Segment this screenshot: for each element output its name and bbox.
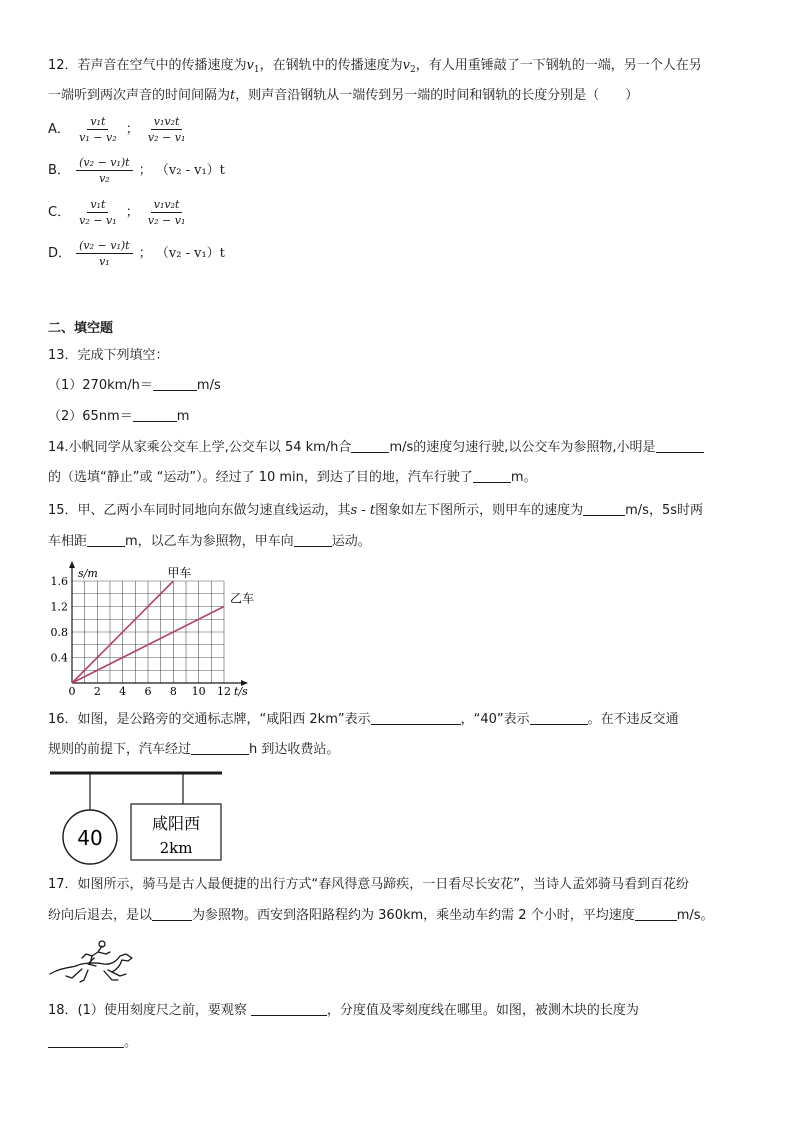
y-axis-label: s/m [78, 567, 98, 580]
q18-line2: 。 [48, 1034, 137, 1052]
s-t-chart [40, 560, 280, 705]
y-axis-arrow [69, 561, 75, 568]
q16-line1: 16．如图，是公路旁的交通标志牌，“咸阳西 2km”表示 ，“40”表示 。在不违反交通 [48, 712, 679, 727]
q17-line1: 17．如图所示，骑马是古人最便捷的出行方式“春风得意马蹄疾，一日看尽长安花”，当诗人孟郊骑马看到百花纷 [48, 877, 690, 892]
q13-stem: 13．完成下列填空： [48, 348, 169, 363]
fraction: $\frac{\text{(v₂ − v₁)t}}{\text{v₂}}$ [76, 156, 132, 185]
y-tick-label: 1.2 [50, 600, 68, 614]
distance-sign-distance: 2km [159, 839, 193, 857]
series-label: 乙车 [230, 591, 255, 606]
q14-line2: 的（选填“静止”或 “运动”）。经过了 10 min，到达了目的地，汽车行驶了 m。 [48, 470, 537, 485]
y-tick-label: 1.6 [50, 575, 68, 588]
answer-blank[interactable] [635, 907, 677, 921]
answer-blank[interactable] [133, 408, 177, 422]
answer-blank[interactable] [153, 377, 197, 391]
answer-blank[interactable] [371, 711, 461, 725]
q12-option-a: A． $\frac{\text{v₁t}}{\text{v₁ − v₂}}$ ； $\frac{\text{v₁v₂t}}{\text{v₂ − v₁}}$ [48, 115, 190, 144]
answer-blank[interactable] [152, 907, 192, 921]
answer-blank[interactable] [191, 741, 249, 755]
q16-line2: 规则的前提下，汽车经过 h 到达收费站。 [48, 742, 340, 757]
fraction: $\frac{\text{v₁t}}{\text{v₁ − v₂}}$ [79, 115, 117, 144]
x-tick-label: 12 [217, 685, 231, 698]
q15-line2: 车相距 m，以乙车为参照物，甲车向 运动。 [48, 534, 371, 549]
q12-option-c: C． $\frac{\text{v₁t}}{\text{v₂ − v₁}}$ ； $\frac{\text{v₁v₂t}}{\text{v₂ − v₁}}$ [48, 198, 190, 227]
traffic-sign-figure [48, 768, 228, 868]
x-axis-label: t/s [234, 685, 248, 698]
series-label: 甲车 [167, 566, 192, 580]
q12-line2: 一端听到两次声音的时间间隔为t，则声音沿钢轨从一端传到另一端的时间和钢轨的长度分别是（ ） [48, 88, 639, 103]
q14-line1: 14.小帆同学从家乘公交车上学,公交车以 54 km/h合 m/s的速度匀速行驶,以公交车为参照物,小明是 [48, 439, 704, 457]
answer-blank[interactable] [87, 533, 125, 547]
q12-option-b: B． $\frac{\text{(v₂ − v₁)t}}{\text{v₂}}$ ； （v₂ - v₁）t [48, 156, 225, 185]
answer-blank[interactable] [351, 439, 389, 453]
q17-line2: 纷向后退去，是以 为参照物。西安到洛阳路程约为 360km，乘坐动车约需 2 个小时，平均速度 m/s。 [48, 908, 714, 923]
fraction: $\frac{\text{(v₂ − v₁)t}}{\text{v₁}}$ [76, 239, 132, 268]
q13-part1: （1）270km/h＝ m/s [48, 378, 221, 393]
fraction: $\frac{\text{v₁t}}{\text{v₂ − v₁}}$ [79, 198, 117, 227]
x-tick-label: 10 [191, 685, 206, 698]
fraction: $\frac{\text{v₁v₂t}}{\text{v₂ − v₁}}$ [147, 198, 186, 227]
q12-option-d: D． $\frac{\text{(v₂ − v₁)t}}{\text{v₁}}$ ； （v₂ - v₁）t [48, 239, 225, 268]
horse-rider-illustration [46, 938, 142, 988]
x-tick-label: 0 [68, 685, 76, 698]
x-tick-label: 4 [119, 685, 127, 698]
q15-line1: 15．甲、乙两小车同时同地向东做匀速直线运动，其s - t图象如左下图所示，则甲车的速度为 m/s，5s时两 [48, 503, 703, 518]
answer-blank[interactable] [251, 1002, 327, 1016]
answer-blank[interactable] [473, 469, 511, 483]
q18-line1: 18．(1）使用刻度尺之前，要观察 ，分度值及零刻度线在哪里。如图，被测木块的长度为 [48, 1003, 639, 1018]
q13-part2: （2）65nm＝ m [48, 409, 190, 424]
y-tick-label: 0.8 [50, 626, 68, 639]
q12-line1: 12．若声音在空气中的传播速度为$v_1$，在钢轨中的传播速度为$v_2$，有人用重锤敲了一下钢轨的一端，另一个人在另 [48, 58, 702, 75]
answer-blank[interactable] [530, 711, 588, 725]
speed-limit-value: 40 [77, 826, 103, 850]
y-tick-label: 0.4 [50, 651, 68, 665]
distance-sign-place: 咸阳西 [151, 814, 201, 833]
x-tick-label: 6 [144, 685, 152, 698]
answer-blank[interactable] [294, 533, 332, 547]
answer-blank[interactable] [48, 1034, 124, 1048]
x-tick-label: 2 [93, 685, 101, 698]
fraction: $\frac{\text{v₁v₂t}}{\text{v₂ − v₁}}$ [147, 115, 186, 144]
answer-blank[interactable] [656, 439, 704, 453]
section-title: 二、填空题 [48, 321, 114, 336]
x-tick-label: 8 [169, 685, 177, 698]
answer-blank[interactable] [583, 502, 625, 516]
